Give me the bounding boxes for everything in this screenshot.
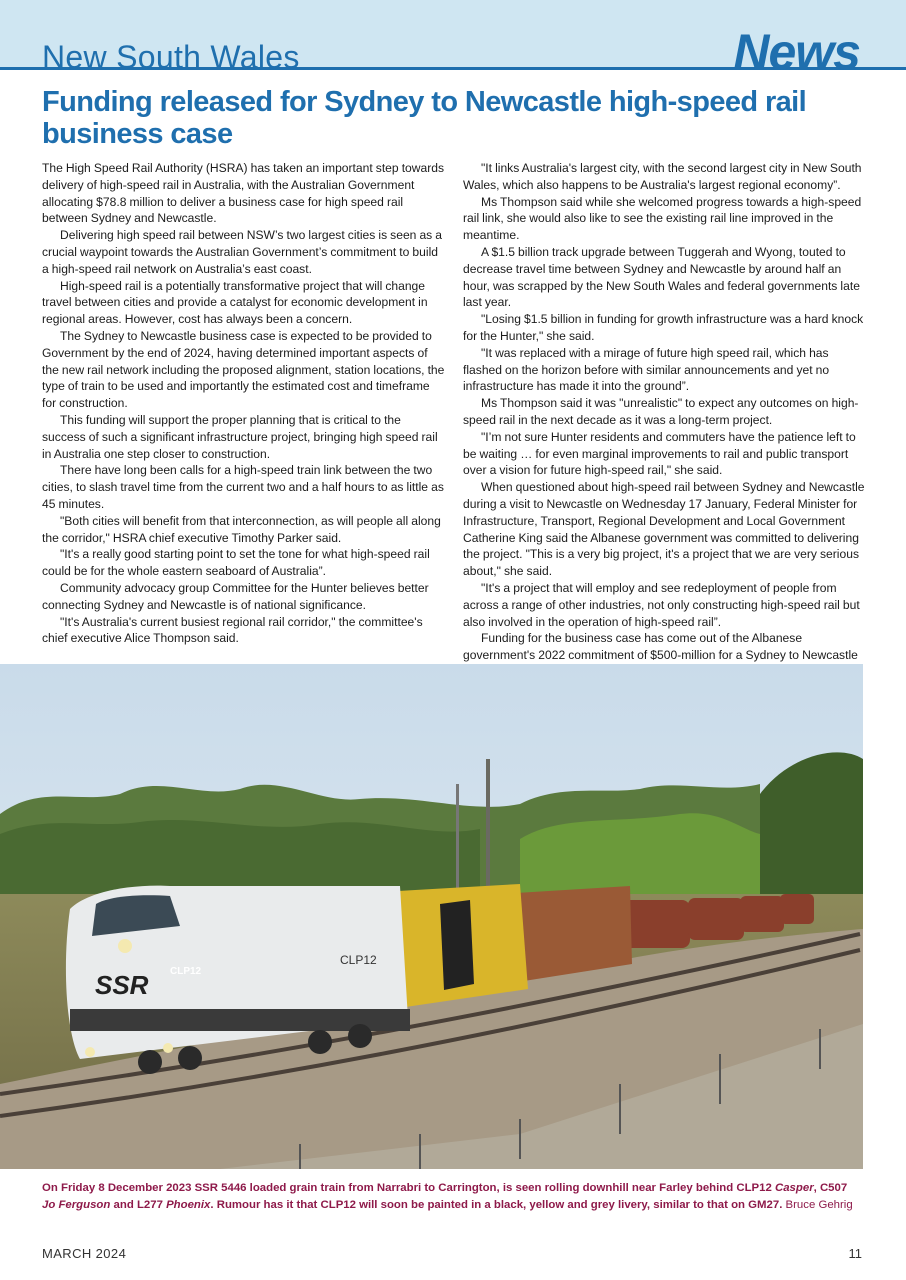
paragraph: The Sydney to Newcastle business case is expected to be provided to Government by the end of 2024, having determined important aspects of the new rail network including the proposed alignment, station locations, the type of train to be used and importantly the estimated cost and timeframe for construction. <box>42 328 445 411</box>
article-left-column <box>42 160 446 647</box>
caption-italic: Jo Ferguson <box>42 1199 111 1211</box>
photo-caption <box>42 1180 862 1214</box>
train-photo <box>0 664 863 1169</box>
paragraph: There have long been calls for a high-speed train link between the two cities, to slash travel time from the current two and a half hours to as little as 45 minutes. <box>42 463 444 511</box>
caption-text: On Friday 8 December 2023 SSR 5446 loaded grain train from Narrabri to Carrington, is seen rolling downhill near Farley behind CLP12 <box>42 1182 775 1194</box>
paragraph: Ms Thompson said while she welcomed progress towards a high-speed rail link, she would also like to see the existing rail line improved in the meantime. <box>463 194 862 243</box>
loco-number: CLP12 <box>340 953 377 967</box>
paragraph: Community advocacy group Committee for the Hunter believes better connecting Sydney and Newcastle is of national significance. <box>42 580 429 612</box>
paragraph: "It's Australia's current busiest regional rail corridor," the committee's chief executive Alice Thompson said. <box>42 614 423 646</box>
caption-text: and L277 <box>110 1199 167 1211</box>
paragraph: Funding for the business case has come out of the Albanese government's 2022 commitment of $500-million for a Sydney to Newcastle <box>463 631 858 663</box>
paragraph: Ms Thompson said it was "unrealistic" to expect any outcomes on high-speed rail in the next decade as it was a long-term project. <box>463 396 859 427</box>
page-number: 11 <box>848 1246 862 1261</box>
paragraph: "I’m not sure Hunter residents and commuters have the patience left to be waiting … for even marginal improvements to rail and public transport over a vision for future high-speed rail," she said. <box>463 429 856 478</box>
paragraph: "It links Australia's largest city, with the second largest city in New South Wales, which also happens to be Australia's largest regional economy”. <box>463 161 862 192</box>
section-label: News <box>733 24 860 80</box>
paragraph: When questioned about high-speed rail between Sydney and Newcastle during a visit to Newcastle on Wednesday 17 January, Federal Minister for Infrastructure, Transport, Regional Development and Local Government Catherine King said the Albanese government was committed to delivering the project. "This is a very big project, it's a project that we are very serious about," she said. <box>463 480 865 579</box>
caption-italic: Phoenix <box>166 1199 211 1211</box>
loco-badge: CLP12 <box>170 966 202 977</box>
paragraph: This funding will support the proper planning that is critical to the success of such a significant infrastructure project, bringing high speed rail in Australia one step closer to construction. <box>42 412 438 461</box>
paragraph: "Losing $1.5 billion in funding for growth infrastructure was a hard knock for the Hunter," she said. <box>463 312 864 343</box>
paragraph: High-speed rail is a potentially transformative project that will change travel between cities and provide a catalyst for economic development in regional areas. However, cost has always been a concern. <box>42 278 428 327</box>
paragraph: "It's a project that will employ and see redeployment of people from across a range of other industries, not only constructing high-speed rail but also involved in the operation of high-speed rail”. <box>463 580 860 629</box>
paragraph: "It was replaced with a mirage of future high speed rail, which has flashed on the horizon before with similar announcements and yet no infrastructure has made it into the ground”. <box>463 345 830 394</box>
caption-text: , C507 <box>813 1182 848 1194</box>
paragraph: A $1.5 billion track upgrade between Tuggerah and Wyong, touted to decrease travel time between Sydney and Newcastle by around half an hour, was scrapped by the New South Wales and federal governments late last year. <box>463 244 860 310</box>
paragraph: "Both cities will benefit from that interconnection, as will people all along the corridor," HSRA chief executive Timothy Parker said. <box>42 513 441 545</box>
photo-credit: Bruce Gehrig <box>782 1199 853 1211</box>
article-headline: Funding released for Sydney to Newcastle high-speed rail business case <box>42 86 807 150</box>
article-right-column <box>463 160 867 681</box>
caption-text: . Rumour has it that CLP12 will soon be painted in a black, yellow and grey livery, similar to that on GM27. <box>210 1199 783 1211</box>
loco-brand-logo: SSR <box>95 970 149 1000</box>
paragraph: The High Speed Rail Authority (HSRA) has taken an important step towards delivery of high-speed rail in Australia, with the Australian Government allocating $78.8 million to deliver a business case for high speed rail between Sydney and Newcastle. <box>42 161 445 226</box>
section-name: New South Wales <box>42 39 300 75</box>
caption-italic: Casper <box>775 1182 814 1194</box>
paragraph: Delivering high speed rail between NSW’s two largest cities is seen as a crucial waypoint towards the Australian Government’s commitment to build a high-speed rail network on Australia’s east coast. <box>42 228 443 276</box>
issue-date: MARCH 2024 <box>42 1246 127 1261</box>
paragraph: "It's a really good starting point to set the tone for what high-speed rail could be for the whole eastern seaboard of Australia”. <box>42 547 430 579</box>
